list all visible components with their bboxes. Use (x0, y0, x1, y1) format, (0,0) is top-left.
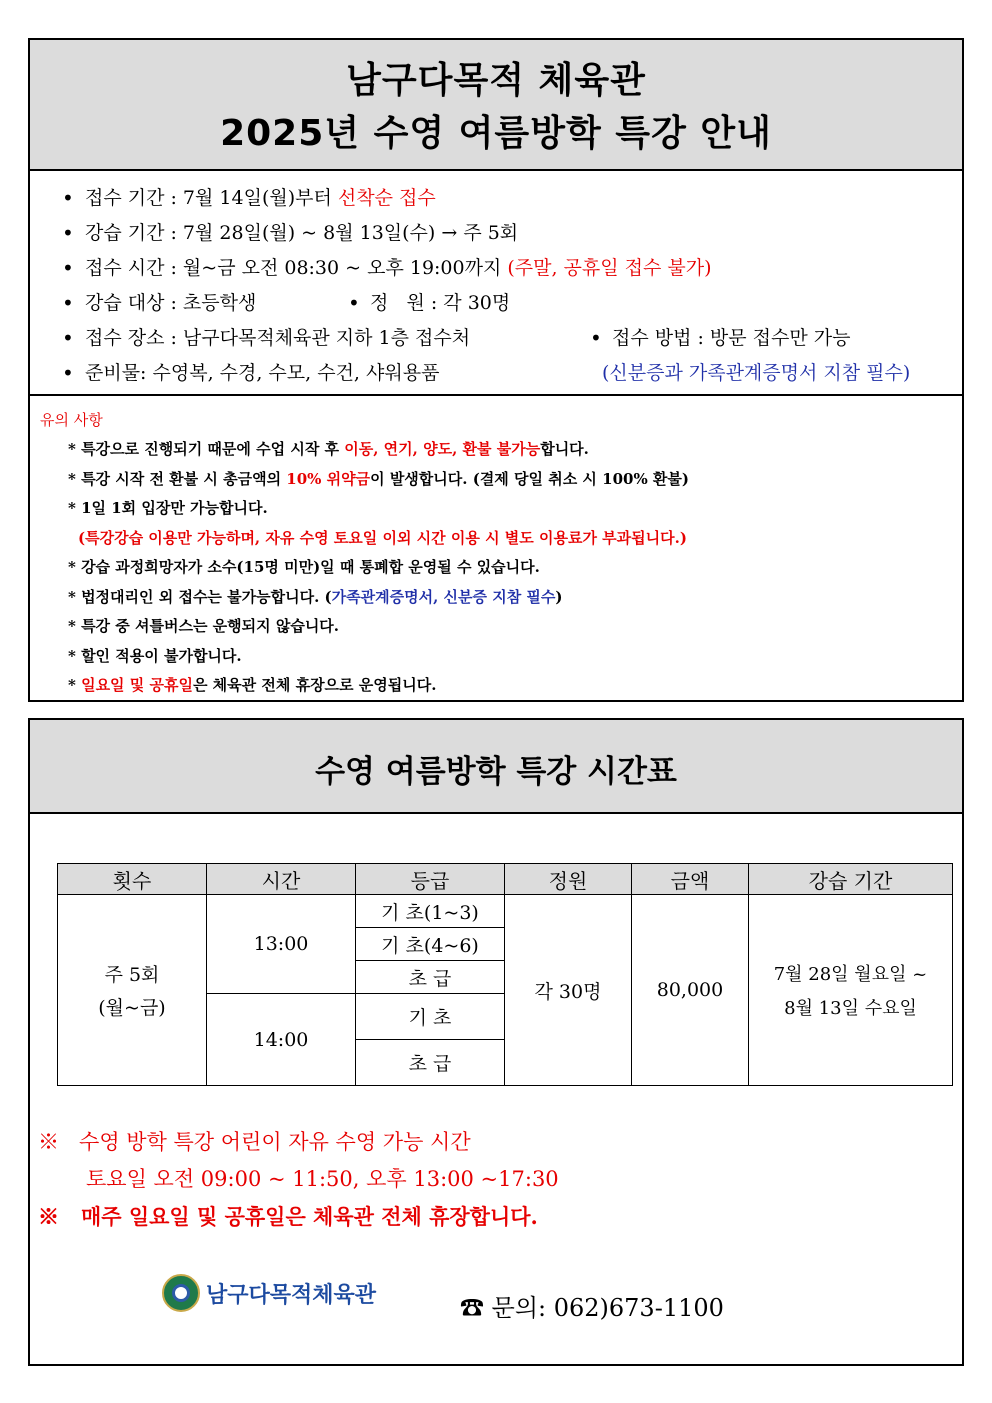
schedule-table (57, 863, 953, 1086)
bullet-icon: • (62, 256, 74, 280)
bullet-icon: • (62, 221, 74, 245)
info-section (30, 171, 962, 396)
reference-mark-icon: ※ (38, 1130, 59, 1154)
price-cell: 80,000 (632, 895, 749, 1086)
bullet-icon: • (590, 326, 602, 350)
phone-icon: ☎ (460, 1294, 484, 1322)
notice-header (30, 40, 962, 171)
col-grade: 등급 (356, 864, 505, 895)
target-text: 강습 대상 : 초등학생 (85, 292, 257, 314)
method-text: 접수 방법 : 방문 접수만 가능 (612, 327, 851, 349)
info-reg-time (30, 251, 962, 286)
gym-logo (162, 1272, 388, 1316)
closed-notice-line (38, 1201, 538, 1231)
notes-heading: 유의 사항 (40, 411, 103, 429)
free-swim-title: 수영 방학 특강 어린이 자유 수영 가능 시간 (79, 1130, 471, 1154)
col-time: 시간 (207, 864, 356, 895)
gym-emblem-icon (162, 1274, 200, 1312)
free-swim-time: 토요일 오전 09:00 ~ 11:50, 오후 13:00 ~17:30 (86, 1167, 559, 1191)
page-title-line2: 2025년 수영 여름방학 특강 안내 (220, 113, 772, 154)
bullet-icon: • (62, 361, 74, 385)
info-supplies (30, 356, 962, 391)
info-class-period (30, 216, 962, 251)
col-freq: 횟수 (58, 864, 207, 895)
class-period-text: 강습 기간 : 7월 28일(월) ~ 8월 13일(수) → 주 5회 (85, 222, 519, 244)
page-title-line1: 남구다목적 체육관 (346, 60, 646, 101)
contact-text: 문의: 062)673-1100 (491, 1294, 724, 1322)
grade-cell: 기 초(4~6) (356, 928, 505, 961)
capacity-text: 정 원 : 각 30명 (370, 292, 511, 314)
logo-text: 남구다목적체육관 (206, 1283, 377, 1308)
period-cell: 7월 28일 월요일 ~ 8월 13일 수요일 (749, 895, 953, 1086)
schedule-box (28, 718, 964, 1366)
info-target (30, 286, 962, 321)
contact-line (460, 1288, 724, 1323)
reg-period-highlight: 선착순 접수 (337, 187, 436, 209)
note-item: * 특강 중 셔틀버스는 운행되지 않습니다. (68, 617, 340, 635)
reg-time-highlight: (주말, 공휴일 접수 불가) (507, 257, 712, 279)
table-row (58, 895, 953, 928)
grade-cell: 기 초 (356, 994, 505, 1040)
col-period: 강습 기간 (749, 864, 953, 895)
place-text: 접수 장소 : 남구다목적체육관 지하 1층 접수처 (85, 327, 471, 349)
time-cell: 13:00 (207, 895, 356, 994)
closed-notice: 매주 일요일 및 공휴일은 체육관 전체 휴장합니다. (80, 1204, 538, 1229)
note-item: * 특강 시작 전 환불 시 총금액의 10% 위약금이 발생합니다. (결제 당일 취소 시 100% 환불) (68, 469, 689, 488)
notes-section (30, 396, 962, 701)
free-swim-title-line (38, 1126, 471, 1156)
notice-box (28, 38, 964, 702)
note-item: * 할인 적용이 불가합니다. (68, 646, 242, 665)
info-place (30, 321, 962, 356)
note-item: * 법정대리인 외 접수는 불가능합니다. (가족관계증명서, 신분증 지참 필수) (68, 587, 563, 606)
table-header-row (58, 864, 953, 895)
note-item: * 특강으로 진행되기 때문에 수업 시작 후 이동, 연기, 양도, 환불 불가능합니다. (68, 440, 589, 458)
time-cell: 14:00 (207, 994, 356, 1086)
supplies-text: 준비물: 수영복, 수경, 수모, 수건, 샤워용품 (85, 362, 440, 384)
note-item: * 1일 1회 입장만 가능합니다. (68, 499, 268, 517)
grade-cell: 초 급 (356, 961, 505, 994)
bullet-icon: • (348, 291, 360, 315)
reg-time-text: 접수 시간 : 월~금 오전 08:30 ~ 오후 19:00까지 (85, 257, 508, 279)
bullet-icon: • (62, 291, 74, 315)
capacity-cell: 각 30명 (505, 895, 632, 1086)
freq-cell: 주 5회 (월~금) (58, 895, 207, 1086)
note-item: * 강습 과정희망자가 소수(15명 미만)일 때 통폐합 운영될 수 있습니다. (68, 558, 540, 576)
schedule-title: 수영 여름방학 특강 시간표 (30, 720, 962, 814)
grade-cell: 기 초(1~3) (356, 895, 505, 928)
col-price: 금액 (632, 864, 749, 895)
reg-period-text: 접수 기간 : 7월 14일(월)부터 (85, 187, 338, 209)
bullet-icon: • (62, 326, 74, 350)
col-capacity: 정원 (505, 864, 632, 895)
note-item: * 일요일 및 공휴일은 체육관 전체 휴장으로 운영됩니다. (68, 676, 437, 694)
bullet-icon: • (62, 186, 74, 210)
reference-mark-icon: ※ (38, 1204, 59, 1229)
supplies-required: (신분증과 가족관계증명서 지참 필수) (602, 362, 911, 384)
note-item-extra: (특강강습 이용만 가능하며, 자유 수영 토요일 이외 시간 이용 시 별도 이용료가 부과됩니다.) (78, 528, 687, 547)
info-reg-period (30, 181, 962, 216)
grade-cell: 초 급 (356, 1040, 505, 1086)
